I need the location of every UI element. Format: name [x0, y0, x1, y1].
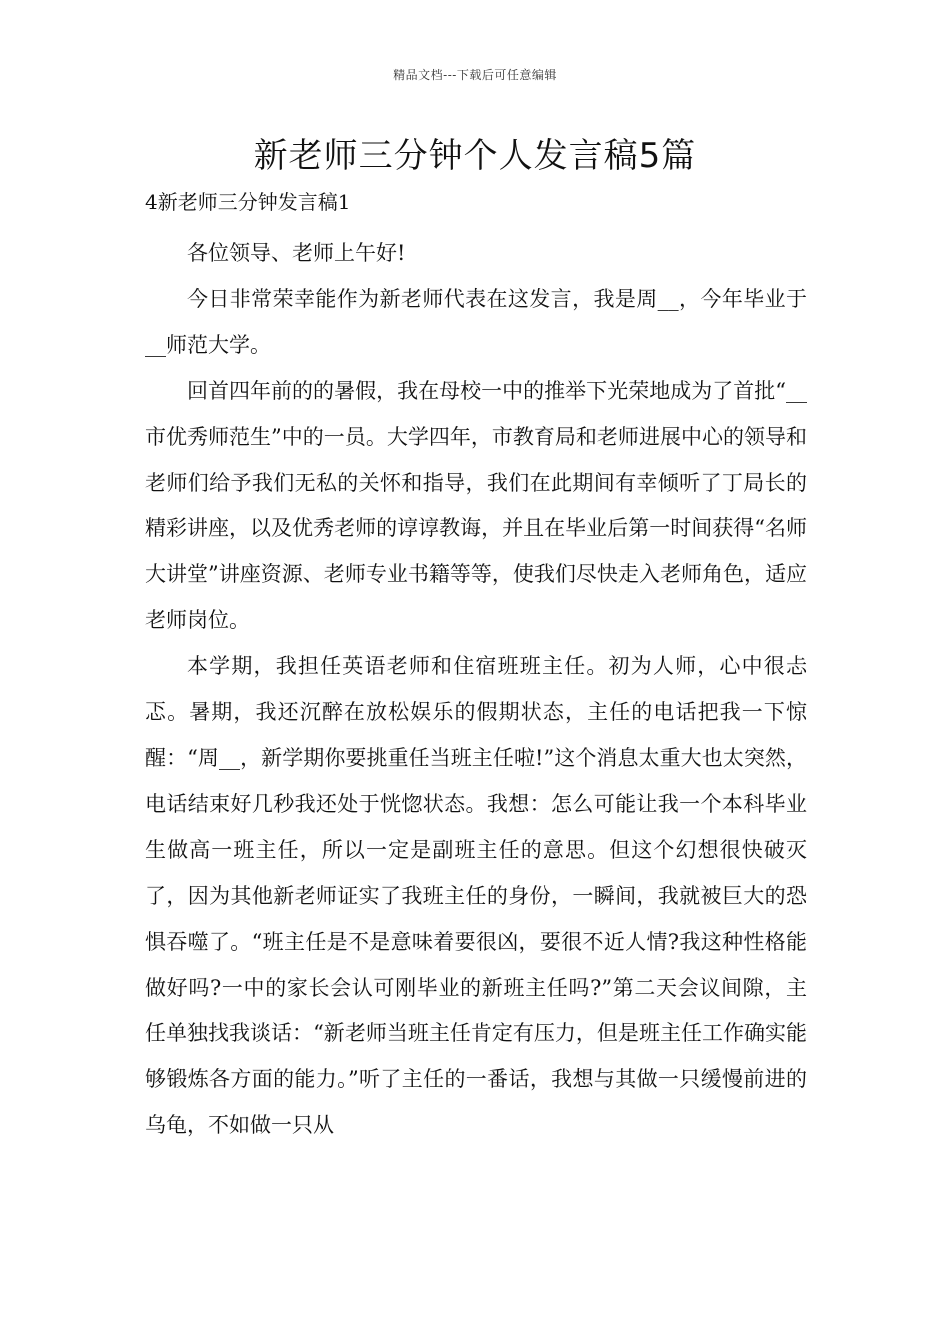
document-body — [145, 231, 807, 1149]
document-title: 新老师三分钟个人发言稿5篇 — [253, 136, 697, 176]
paragraph-recollection: 回首四年前的的暑假，我在母校一中的推举下光荣地成为了首批“__市优秀师范生”中的一员。大学四年，市教育局和老师进展中心的领导和老师们给予我们无私的关怀和指导，我们在此期间有幸倾听了丁局长的精彩讲座，以及优秀老师的谆谆教诲，并且在毕业后第一时间获得“名师大讲堂”讲座资源、老师专业书籍等等，使我们尽快走入老师角色，适应老师岗位。 — [145, 378, 807, 633]
paragraph-introduction: 今日非常荣幸能作为新老师代表在这发言，我是周__，今年毕业于__师范大学。 — [145, 286, 807, 357]
paragraph-current-role: 本学期，我担任英语老师和住宿班班主任。初为人师，心中很忐忑。暑期，我还沉醉在放松娱乐的假期状态，主任的电话把我一下惊醒：“周__，新学期你要挑重任当班主任啦!”这个消息太重大也太突然，电话结束好几秒我还处于恍惚状态。我想：怎么可能让我一个本科毕业生做高一班主任，所以一定是副班主任的意思。但这个幻想很快破灭了，因为其他新老师证实了我班主任的身份，一瞬间，我就被巨大的恐惧吞噬了。“班主任是不是意味着要很凶，要很不近人情?我这种性格能做好吗?一中的家长会认可刚毕业的新班主任吗?”第二天会议间隙，主任单独找我谈话：“新老师当班主任肯定有压力，但是班主任工作确实能够锻炼各方面的能力。”听了主任的一番话，我想与其做一只缓慢前进的乌龟，不如做一只从 — [145, 654, 807, 1138]
paragraph-greeting: 各位领导、老师上午好! — [187, 241, 406, 265]
header-note: 精品文档---下载后可任意编辑 — [393, 68, 557, 82]
section-heading: 4新老师三分钟发言稿1 — [145, 190, 351, 214]
